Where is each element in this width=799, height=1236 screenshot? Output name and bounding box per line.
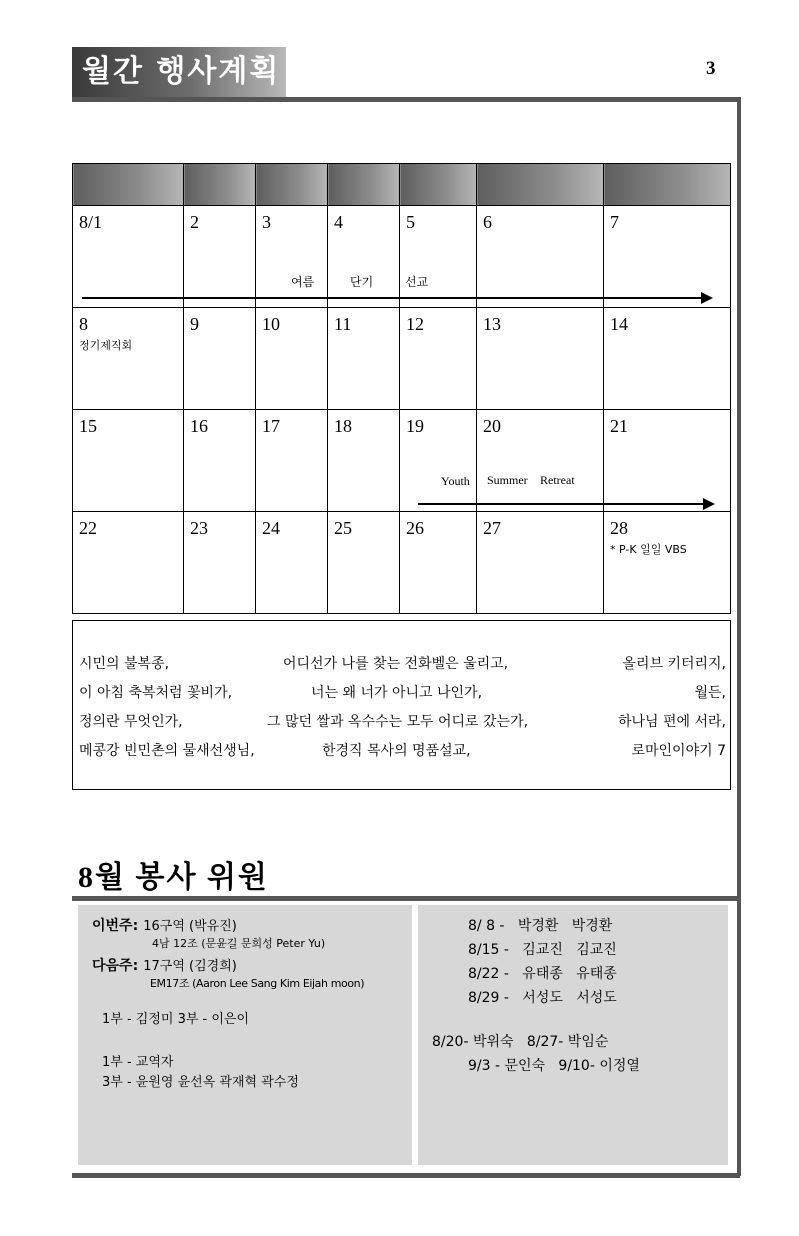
day-number: 18 (334, 416, 352, 436)
calendar-day (477, 512, 604, 614)
day-number: 9 (190, 314, 199, 334)
day-number: 5 (406, 212, 415, 232)
calendar-day (73, 206, 184, 308)
day-number: 14 (610, 314, 628, 334)
day-number: 17 (262, 416, 280, 436)
day-number: 2 (190, 212, 199, 232)
calendar-day (256, 410, 328, 512)
schedule-extra: 9/3 - 문인숙 9/10- 이정열 (468, 1058, 640, 1074)
book-title: 올리브 키터리지, (622, 656, 726, 672)
calendar-day (73, 410, 184, 512)
event-label: Youth (441, 474, 470, 488)
event-label: 여름 (291, 275, 315, 289)
calendar-week (73, 308, 731, 410)
calendar-week (73, 410, 731, 512)
volunteer-panel-left (78, 905, 412, 1165)
calendar-day (328, 308, 400, 410)
weekday-header (73, 164, 184, 206)
calendar-day (184, 308, 256, 410)
day-number: 22 (79, 518, 97, 538)
service-line: 1부 - 김정미 3부 - 이은이 (102, 1012, 250, 1027)
calendar-day (477, 410, 604, 512)
schedule-extra: 8/20- 박위숙 8/27- 박임순 (432, 1034, 609, 1050)
calendar-day (604, 410, 731, 512)
next-week-members: EM17조 (Aaron Lee Sang Kim Eijah moon) (150, 977, 365, 990)
event-label: 선교 (405, 275, 429, 289)
day-number: 26 (406, 518, 424, 538)
calendar-day (400, 206, 477, 308)
divider-right-top (737, 97, 741, 897)
divider-bottom (72, 1173, 740, 1178)
this-week-group: 16구역 (박유진) (143, 919, 237, 934)
day-number: 10 (262, 314, 280, 334)
event-label: Summer (487, 473, 528, 487)
calendar-day (73, 512, 184, 614)
schedule-row: 8/29 - 서성도 서성도 (468, 990, 617, 1006)
day-number: 4 (334, 212, 343, 232)
schedule-row: 8/ 8 - 박경환 박경환 (468, 918, 613, 934)
event-note: * P-K 일일 VBS (610, 543, 687, 556)
day-number: 15 (79, 416, 97, 436)
calendar-header-row (73, 164, 731, 206)
day-number: 12 (406, 314, 424, 334)
calendar-day (256, 206, 328, 308)
book-row (79, 653, 726, 673)
calendar-day (477, 206, 604, 308)
section-title: 8월 봉사 위원 (78, 861, 269, 894)
calendar-day (73, 308, 184, 410)
calendar-day (328, 410, 400, 512)
book-title: 이 아침 축복처럼 꽃비가, (79, 685, 233, 701)
day-number: 3 (262, 212, 271, 232)
divider-top (72, 97, 740, 102)
day-number: 6 (483, 212, 492, 232)
divider-middle (72, 896, 740, 901)
calendar-day (256, 512, 328, 614)
calendar-day (477, 308, 604, 410)
book-title: 시민의 불복종, (79, 656, 170, 672)
day-number: 7 (610, 212, 619, 232)
calendar-day (604, 308, 731, 410)
calendar-day (256, 308, 328, 410)
book-title: 너는 왜 너가 아니고 나인가, (311, 685, 483, 701)
day-number: 8/1 (79, 212, 103, 232)
book-title: 한경직 목사의 명품설교, (322, 743, 471, 759)
calendar-day (328, 512, 400, 614)
book-row (79, 682, 726, 702)
service-line: 1부 - 교역자 (102, 1055, 174, 1070)
weekday-header (477, 164, 604, 206)
calendar-day (400, 410, 477, 512)
day-number: 24 (262, 518, 280, 538)
next-week-group: 17구역 (김경희) (143, 959, 237, 974)
event-note: 정기제직회 (79, 339, 133, 352)
book-title: 그 많던 쌀과 옥수수는 모두 어디로 갔는가, (267, 714, 529, 730)
day-number: 8 (79, 314, 88, 334)
day-number: 21 (610, 416, 628, 436)
weekday-header (604, 164, 731, 206)
calendar-day (184, 410, 256, 512)
service-line: 3부 - 윤원영 윤선옥 곽재혁 곽수정 (102, 1075, 299, 1090)
day-number: 13 (483, 314, 501, 334)
book-title: 월든, (694, 685, 726, 701)
calendar-day (604, 512, 731, 614)
arrow-head-icon (703, 498, 715, 510)
book-title: 어디선가 나를 찾는 전화벨은 울리고, (283, 656, 509, 672)
weekday-header (184, 164, 256, 206)
page-title: 월간 행사계획 (72, 47, 286, 97)
weekday-header (328, 164, 400, 206)
book-title: 메콩강 빈민촌의 물새선생님, (79, 743, 255, 759)
book-title: 정의란 무엇인가, (79, 714, 183, 730)
book-title: 로마인이야기 7 (631, 743, 726, 759)
calendar-week (73, 206, 731, 308)
day-number: 23 (190, 518, 208, 538)
calendar-day (400, 308, 477, 410)
day-number: 16 (190, 416, 208, 436)
calendar-day (328, 206, 400, 308)
calendar-day (400, 512, 477, 614)
arrow-head-icon (701, 292, 713, 304)
weekday-header (400, 164, 477, 206)
divider-right-bottom (737, 896, 741, 1176)
calendar-table (72, 163, 731, 614)
event-label: 단기 (350, 275, 374, 289)
event-arrow-line (82, 297, 702, 299)
book-row (79, 740, 726, 760)
page-number: 3 (706, 58, 716, 79)
day-number: 19 (406, 416, 424, 436)
schedule-row: 8/22 - 유태종 유태종 (468, 966, 617, 982)
day-number: 27 (483, 518, 501, 538)
book-list (72, 620, 731, 790)
calendar-week (73, 512, 731, 614)
day-number: 28 (610, 518, 628, 538)
book-row (79, 711, 726, 731)
this-week-members: 4남 12조 (문윤길 문희성 Peter Yu) (152, 937, 326, 950)
volunteer-panel-right (418, 905, 728, 1165)
schedule-row: 8/15 - 김교진 김교진 (468, 942, 617, 958)
this-week-label: 이번주: (92, 918, 139, 934)
next-week-label: 다음주: (92, 958, 139, 974)
calendar-day (184, 512, 256, 614)
day-number: 25 (334, 518, 352, 538)
next-week-row (92, 955, 237, 975)
book-title: 하나님 편에 서라, (617, 714, 726, 730)
day-number: 20 (483, 416, 501, 436)
day-number: 11 (334, 314, 352, 334)
calendar-day (184, 206, 256, 308)
event-label: Retreat (540, 473, 575, 487)
this-week-row (92, 915, 237, 935)
weekday-header (256, 164, 328, 206)
event-arrow-line (418, 503, 704, 505)
